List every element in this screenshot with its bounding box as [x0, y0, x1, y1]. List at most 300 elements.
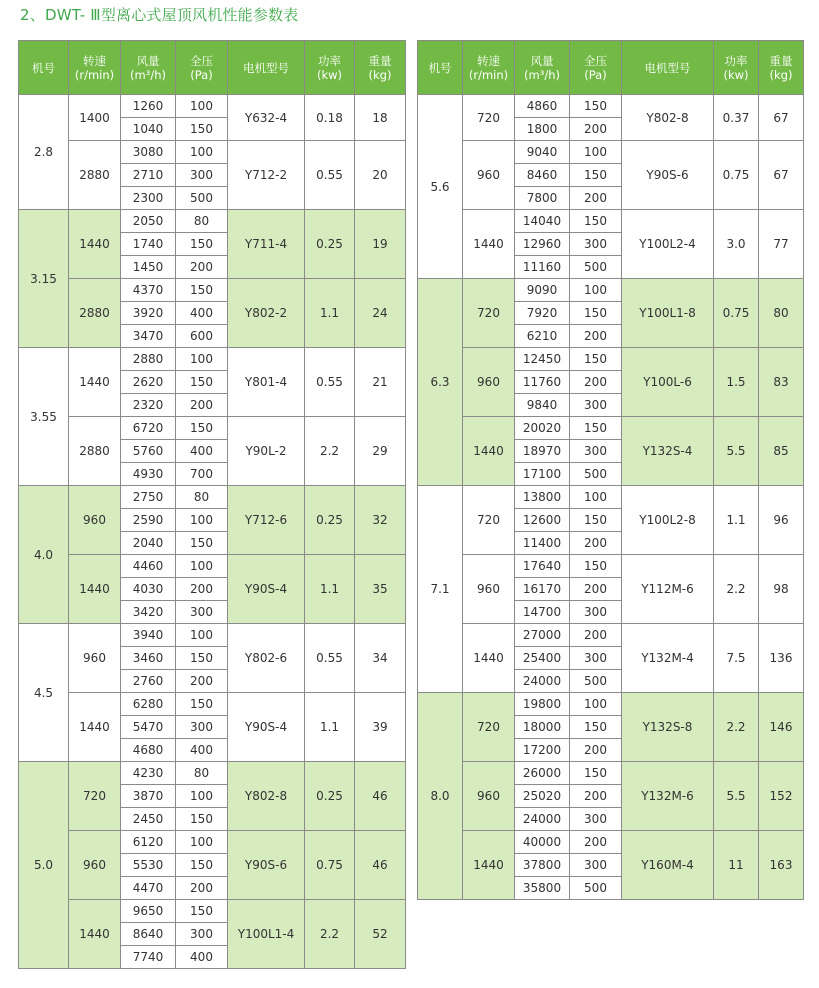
- weight-cell: 35: [355, 555, 406, 624]
- pressure-cell: 600: [176, 325, 228, 348]
- airflow-cell: 26000: [515, 762, 570, 785]
- pressure-cell: 400: [176, 302, 228, 325]
- power-cell: 2.2: [714, 693, 759, 762]
- pressure-cell: 100: [176, 509, 228, 532]
- pressure-cell: 400: [176, 440, 228, 463]
- table-row: [418, 762, 804, 785]
- airflow-cell: 17640: [515, 555, 570, 578]
- pressure-cell: 200: [176, 670, 228, 693]
- pressure-cell: 150: [176, 900, 228, 923]
- model-number-cell: 4.5: [19, 624, 69, 762]
- model-number-cell: 5.0: [19, 762, 69, 969]
- speed-cell: 1440: [463, 417, 515, 486]
- pressure-cell: 200: [570, 118, 622, 141]
- airflow-cell: 4030: [121, 578, 176, 601]
- motor-model-cell: Y712-2: [228, 141, 305, 210]
- motor-model-cell: Y100L1-8: [622, 279, 714, 348]
- weight-cell: 24: [355, 279, 406, 348]
- airflow-cell: 2450: [121, 808, 176, 831]
- pressure-cell: 150: [570, 302, 622, 325]
- table-row: [418, 348, 804, 371]
- pressure-cell: 200: [570, 831, 622, 854]
- weight-cell: 21: [355, 348, 406, 417]
- airflow-cell: 14700: [515, 601, 570, 624]
- speed-cell: 960: [69, 624, 121, 693]
- pressure-cell: 200: [570, 325, 622, 348]
- pressure-cell: 150: [176, 233, 228, 256]
- table-row: [19, 486, 406, 509]
- performance-table-left: [18, 40, 406, 969]
- airflow-cell: 2760: [121, 670, 176, 693]
- weight-cell: 29: [355, 417, 406, 486]
- table-header-row: [418, 41, 804, 95]
- airflow-cell: 1740: [121, 233, 176, 256]
- speed-cell: 960: [463, 348, 515, 417]
- pressure-cell: 300: [570, 854, 622, 877]
- power-cell: 2.2: [305, 417, 355, 486]
- table-row: [19, 141, 406, 164]
- table-row: [418, 831, 804, 854]
- pressure-cell: 80: [176, 210, 228, 233]
- model-number-cell: 2.8: [19, 95, 69, 210]
- header-model: 机号: [418, 41, 463, 95]
- table-row: [19, 279, 406, 302]
- power-cell: 7.5: [714, 624, 759, 693]
- table-row: [418, 141, 804, 164]
- model-number-cell: 8.0: [418, 693, 463, 900]
- airflow-cell: 20020: [515, 417, 570, 440]
- motor-model-cell: Y802-8: [228, 762, 305, 831]
- power-cell: 0.75: [305, 831, 355, 900]
- header-weight: 重量 (kg): [759, 41, 804, 95]
- pressure-cell: 150: [570, 555, 622, 578]
- pressure-cell: 200: [570, 624, 622, 647]
- motor-model-cell: Y802-2: [228, 279, 305, 348]
- airflow-cell: 2300: [121, 187, 176, 210]
- pressure-cell: 100: [176, 785, 228, 808]
- airflow-cell: 9090: [515, 279, 570, 302]
- pressure-cell: 300: [570, 394, 622, 417]
- weight-cell: 18: [355, 95, 406, 141]
- weight-cell: 67: [759, 141, 804, 210]
- motor-model-cell: Y712-6: [228, 486, 305, 555]
- pressure-cell: 300: [176, 601, 228, 624]
- weight-cell: 96: [759, 486, 804, 555]
- pressure-cell: 150: [176, 118, 228, 141]
- speed-cell: 960: [463, 141, 515, 210]
- pressure-cell: 100: [176, 831, 228, 854]
- pressure-cell: 200: [570, 187, 622, 210]
- table-row: [19, 417, 406, 440]
- airflow-cell: 4460: [121, 555, 176, 578]
- pressure-cell: 100: [570, 693, 622, 716]
- header-power: 功率 (kw): [714, 41, 759, 95]
- speed-cell: 1440: [463, 624, 515, 693]
- pressure-cell: 100: [176, 624, 228, 647]
- pressure-cell: 300: [176, 164, 228, 187]
- pressure-cell: 80: [176, 762, 228, 785]
- airflow-cell: 3460: [121, 647, 176, 670]
- pressure-cell: 150: [176, 371, 228, 394]
- motor-model-cell: Y802-8: [622, 95, 714, 141]
- table-row: [418, 486, 804, 509]
- motor-model-cell: Y90S-6: [622, 141, 714, 210]
- power-cell: 0.25: [305, 210, 355, 279]
- speed-cell: 2880: [69, 279, 121, 348]
- airflow-cell: 2880: [121, 348, 176, 371]
- pressure-cell: 400: [176, 739, 228, 762]
- speed-cell: 720: [463, 95, 515, 141]
- speed-cell: 1440: [69, 693, 121, 762]
- airflow-cell: 6120: [121, 831, 176, 854]
- power-cell: 1.1: [714, 486, 759, 555]
- airflow-cell: 5470: [121, 716, 176, 739]
- header-airflow: 风量 (m³/h): [121, 41, 176, 95]
- pressure-cell: 400: [176, 946, 228, 969]
- airflow-cell: 3420: [121, 601, 176, 624]
- pressure-cell: 200: [570, 739, 622, 762]
- airflow-cell: 2750: [121, 486, 176, 509]
- airflow-cell: 2050: [121, 210, 176, 233]
- speed-cell: 1440: [69, 348, 121, 417]
- pressure-cell: 100: [570, 486, 622, 509]
- motor-model-cell: Y100L2-4: [622, 210, 714, 279]
- airflow-cell: 14040: [515, 210, 570, 233]
- motor-model-cell: Y132S-4: [622, 417, 714, 486]
- pressure-cell: 150: [176, 854, 228, 877]
- pressure-cell: 500: [570, 670, 622, 693]
- weight-cell: 19: [355, 210, 406, 279]
- motor-model-cell: Y90L-2: [228, 417, 305, 486]
- header-weight: 重量 (kg): [355, 41, 406, 95]
- speed-cell: 1440: [463, 210, 515, 279]
- weight-cell: 85: [759, 417, 804, 486]
- airflow-cell: 6210: [515, 325, 570, 348]
- pressure-cell: 500: [570, 877, 622, 900]
- airflow-cell: 8460: [515, 164, 570, 187]
- airflow-cell: 18970: [515, 440, 570, 463]
- motor-model-cell: Y100L-6: [622, 348, 714, 417]
- airflow-cell: 3940: [121, 624, 176, 647]
- airflow-cell: 18000: [515, 716, 570, 739]
- power-cell: 2.2: [305, 900, 355, 969]
- airflow-cell: 5530: [121, 854, 176, 877]
- pressure-cell: 200: [176, 394, 228, 417]
- motor-model-cell: Y160M-4: [622, 831, 714, 900]
- pressure-cell: 150: [176, 279, 228, 302]
- power-cell: 1.1: [305, 693, 355, 762]
- header-speed: 转速 (r/min): [463, 41, 515, 95]
- pressure-cell: 500: [570, 256, 622, 279]
- airflow-cell: 12960: [515, 233, 570, 256]
- pressure-cell: 200: [570, 785, 622, 808]
- table-row: [19, 624, 406, 647]
- pressure-cell: 100: [176, 95, 228, 118]
- table-row: [19, 95, 406, 118]
- speed-cell: 720: [463, 693, 515, 762]
- weight-cell: 146: [759, 693, 804, 762]
- airflow-cell: 4930: [121, 463, 176, 486]
- power-cell: 1.1: [305, 555, 355, 624]
- airflow-cell: 5760: [121, 440, 176, 463]
- speed-cell: 720: [463, 486, 515, 555]
- airflow-cell: 4680: [121, 739, 176, 762]
- weight-cell: 152: [759, 762, 804, 831]
- header-power: 功率 (kw): [305, 41, 355, 95]
- pressure-cell: 150: [176, 693, 228, 716]
- performance-table-right: [417, 40, 804, 900]
- pressure-cell: 100: [176, 555, 228, 578]
- airflow-cell: 9650: [121, 900, 176, 923]
- pressure-cell: 100: [570, 141, 622, 164]
- motor-model-cell: Y132M-4: [622, 624, 714, 693]
- table-row: [19, 762, 406, 785]
- pressure-cell: 100: [176, 141, 228, 164]
- motor-model-cell: Y801-4: [228, 348, 305, 417]
- table-row: [19, 348, 406, 371]
- motor-model-cell: Y100L1-4: [228, 900, 305, 969]
- motor-model-cell: Y90S-4: [228, 555, 305, 624]
- pressure-cell: 150: [176, 808, 228, 831]
- header-airflow: 风量 (m³/h): [515, 41, 570, 95]
- airflow-cell: 24000: [515, 808, 570, 831]
- airflow-cell: 11160: [515, 256, 570, 279]
- airflow-cell: 4860: [515, 95, 570, 118]
- speed-cell: 1440: [69, 900, 121, 969]
- speed-cell: 1440: [69, 555, 121, 624]
- motor-model-cell: Y90S-4: [228, 693, 305, 762]
- airflow-cell: 6280: [121, 693, 176, 716]
- table-row: [19, 210, 406, 233]
- motor-model-cell: Y711-4: [228, 210, 305, 279]
- weight-cell: 46: [355, 831, 406, 900]
- power-cell: 0.18: [305, 95, 355, 141]
- header-speed: 转速 (r/min): [69, 41, 121, 95]
- model-number-cell: 3.55: [19, 348, 69, 486]
- power-cell: 0.25: [305, 762, 355, 831]
- power-cell: 11: [714, 831, 759, 900]
- table-row: [418, 210, 804, 233]
- airflow-cell: 1260: [121, 95, 176, 118]
- pressure-cell: 300: [570, 440, 622, 463]
- header-motor: 电机型号: [228, 41, 305, 95]
- speed-cell: 720: [463, 279, 515, 348]
- airflow-cell: 7800: [515, 187, 570, 210]
- airflow-cell: 24000: [515, 670, 570, 693]
- airflow-cell: 7740: [121, 946, 176, 969]
- speed-cell: 1400: [69, 95, 121, 141]
- motor-model-cell: Y802-6: [228, 624, 305, 693]
- airflow-cell: 16170: [515, 578, 570, 601]
- airflow-cell: 4470: [121, 877, 176, 900]
- pressure-cell: 700: [176, 463, 228, 486]
- pressure-cell: 100: [176, 348, 228, 371]
- model-number-cell: 4.0: [19, 486, 69, 624]
- speed-cell: 2880: [69, 417, 121, 486]
- pressure-cell: 300: [570, 808, 622, 831]
- airflow-cell: 3470: [121, 325, 176, 348]
- pressure-cell: 150: [570, 164, 622, 187]
- header-pressure: 全压 (Pa): [570, 41, 622, 95]
- power-cell: 1.5: [714, 348, 759, 417]
- pressure-cell: 300: [570, 647, 622, 670]
- airflow-cell: 8640: [121, 923, 176, 946]
- header-model: 机号: [19, 41, 69, 95]
- pressure-cell: 200: [176, 877, 228, 900]
- airflow-cell: 3870: [121, 785, 176, 808]
- power-cell: 2.2: [714, 555, 759, 624]
- table-row: [418, 693, 804, 716]
- speed-cell: 960: [69, 486, 121, 555]
- pressure-cell: 150: [570, 762, 622, 785]
- weight-cell: 98: [759, 555, 804, 624]
- motor-model-cell: Y132M-6: [622, 762, 714, 831]
- airflow-cell: 11400: [515, 532, 570, 555]
- speed-cell: 2880: [69, 141, 121, 210]
- power-cell: 1.1: [305, 279, 355, 348]
- weight-cell: 20: [355, 141, 406, 210]
- airflow-cell: 1450: [121, 256, 176, 279]
- airflow-cell: 4370: [121, 279, 176, 302]
- airflow-cell: 9040: [515, 141, 570, 164]
- model-number-cell: 7.1: [418, 486, 463, 693]
- model-number-cell: 6.3: [418, 279, 463, 486]
- table-header-row: [19, 41, 406, 95]
- pressure-cell: 200: [570, 371, 622, 394]
- airflow-cell: 35800: [515, 877, 570, 900]
- airflow-cell: 6720: [121, 417, 176, 440]
- power-cell: 0.55: [305, 141, 355, 210]
- airflow-cell: 9840: [515, 394, 570, 417]
- power-cell: 5.5: [714, 762, 759, 831]
- power-cell: 5.5: [714, 417, 759, 486]
- airflow-cell: 7920: [515, 302, 570, 325]
- weight-cell: 80: [759, 279, 804, 348]
- motor-model-cell: Y632-4: [228, 95, 305, 141]
- power-cell: 0.75: [714, 141, 759, 210]
- speed-cell: 960: [463, 762, 515, 831]
- pressure-cell: 500: [176, 187, 228, 210]
- pressure-cell: 200: [570, 578, 622, 601]
- airflow-cell: 11760: [515, 371, 570, 394]
- power-cell: 0.55: [305, 624, 355, 693]
- pressure-cell: 200: [176, 256, 228, 279]
- speed-cell: 720: [69, 762, 121, 831]
- motor-model-cell: Y100L2-8: [622, 486, 714, 555]
- airflow-cell: 37800: [515, 854, 570, 877]
- table-row: [19, 693, 406, 716]
- airflow-cell: 3080: [121, 141, 176, 164]
- airflow-cell: 13800: [515, 486, 570, 509]
- weight-cell: 34: [355, 624, 406, 693]
- pressure-cell: 200: [570, 532, 622, 555]
- motor-model-cell: Y112M-6: [622, 555, 714, 624]
- pressure-cell: 150: [176, 647, 228, 670]
- airflow-cell: 25400: [515, 647, 570, 670]
- pressure-cell: 150: [176, 532, 228, 555]
- power-cell: 0.25: [305, 486, 355, 555]
- speed-cell: 1440: [69, 210, 121, 279]
- table-row: [19, 555, 406, 578]
- airflow-cell: 2590: [121, 509, 176, 532]
- table-row: [418, 279, 804, 302]
- pressure-cell: 300: [176, 923, 228, 946]
- power-cell: 0.55: [305, 348, 355, 417]
- pressure-cell: 80: [176, 486, 228, 509]
- weight-cell: 77: [759, 210, 804, 279]
- weight-cell: 67: [759, 95, 804, 141]
- weight-cell: 39: [355, 693, 406, 762]
- airflow-cell: 2620: [121, 371, 176, 394]
- pressure-cell: 150: [176, 417, 228, 440]
- pressure-cell: 150: [570, 210, 622, 233]
- airflow-cell: 12450: [515, 348, 570, 371]
- motor-model-cell: Y132S-8: [622, 693, 714, 762]
- airflow-cell: 1040: [121, 118, 176, 141]
- weight-cell: 46: [355, 762, 406, 831]
- weight-cell: 163: [759, 831, 804, 900]
- pressure-cell: 150: [570, 509, 622, 532]
- power-cell: 0.37: [714, 95, 759, 141]
- page-title: 2、DWT- Ⅲ型离心式屋顶风机性能参数表: [20, 6, 299, 24]
- airflow-cell: 17100: [515, 463, 570, 486]
- header-motor: 电机型号: [622, 41, 714, 95]
- pressure-cell: 150: [570, 95, 622, 118]
- airflow-cell: 3920: [121, 302, 176, 325]
- pressure-cell: 150: [570, 716, 622, 739]
- airflow-cell: 40000: [515, 831, 570, 854]
- airflow-cell: 27000: [515, 624, 570, 647]
- pressure-cell: 300: [570, 601, 622, 624]
- pressure-cell: 300: [570, 233, 622, 256]
- pressure-cell: 150: [570, 348, 622, 371]
- airflow-cell: 19800: [515, 693, 570, 716]
- pressure-cell: 300: [176, 716, 228, 739]
- pressure-cell: 150: [570, 417, 622, 440]
- pressure-cell: 100: [570, 279, 622, 302]
- airflow-cell: 12600: [515, 509, 570, 532]
- model-number-cell: 5.6: [418, 95, 463, 279]
- motor-model-cell: Y90S-6: [228, 831, 305, 900]
- power-cell: 0.75: [714, 279, 759, 348]
- header-pressure: 全压 (Pa): [176, 41, 228, 95]
- airflow-cell: 4230: [121, 762, 176, 785]
- power-cell: 3.0: [714, 210, 759, 279]
- weight-cell: 136: [759, 624, 804, 693]
- weight-cell: 83: [759, 348, 804, 417]
- airflow-cell: 2040: [121, 532, 176, 555]
- weight-cell: 52: [355, 900, 406, 969]
- table-row: [19, 831, 406, 854]
- table-row: [418, 624, 804, 647]
- table-row: [418, 555, 804, 578]
- speed-cell: 1440: [463, 831, 515, 900]
- weight-cell: 32: [355, 486, 406, 555]
- table-row: [418, 417, 804, 440]
- model-number-cell: 3.15: [19, 210, 69, 348]
- airflow-cell: 2710: [121, 164, 176, 187]
- airflow-cell: 17200: [515, 739, 570, 762]
- table-row: [418, 95, 804, 118]
- pressure-cell: 500: [570, 463, 622, 486]
- airflow-cell: 25020: [515, 785, 570, 808]
- table-row: [19, 900, 406, 923]
- airflow-cell: 1800: [515, 118, 570, 141]
- speed-cell: 960: [463, 555, 515, 624]
- speed-cell: 960: [69, 831, 121, 900]
- airflow-cell: 2320: [121, 394, 176, 417]
- pressure-cell: 200: [176, 578, 228, 601]
